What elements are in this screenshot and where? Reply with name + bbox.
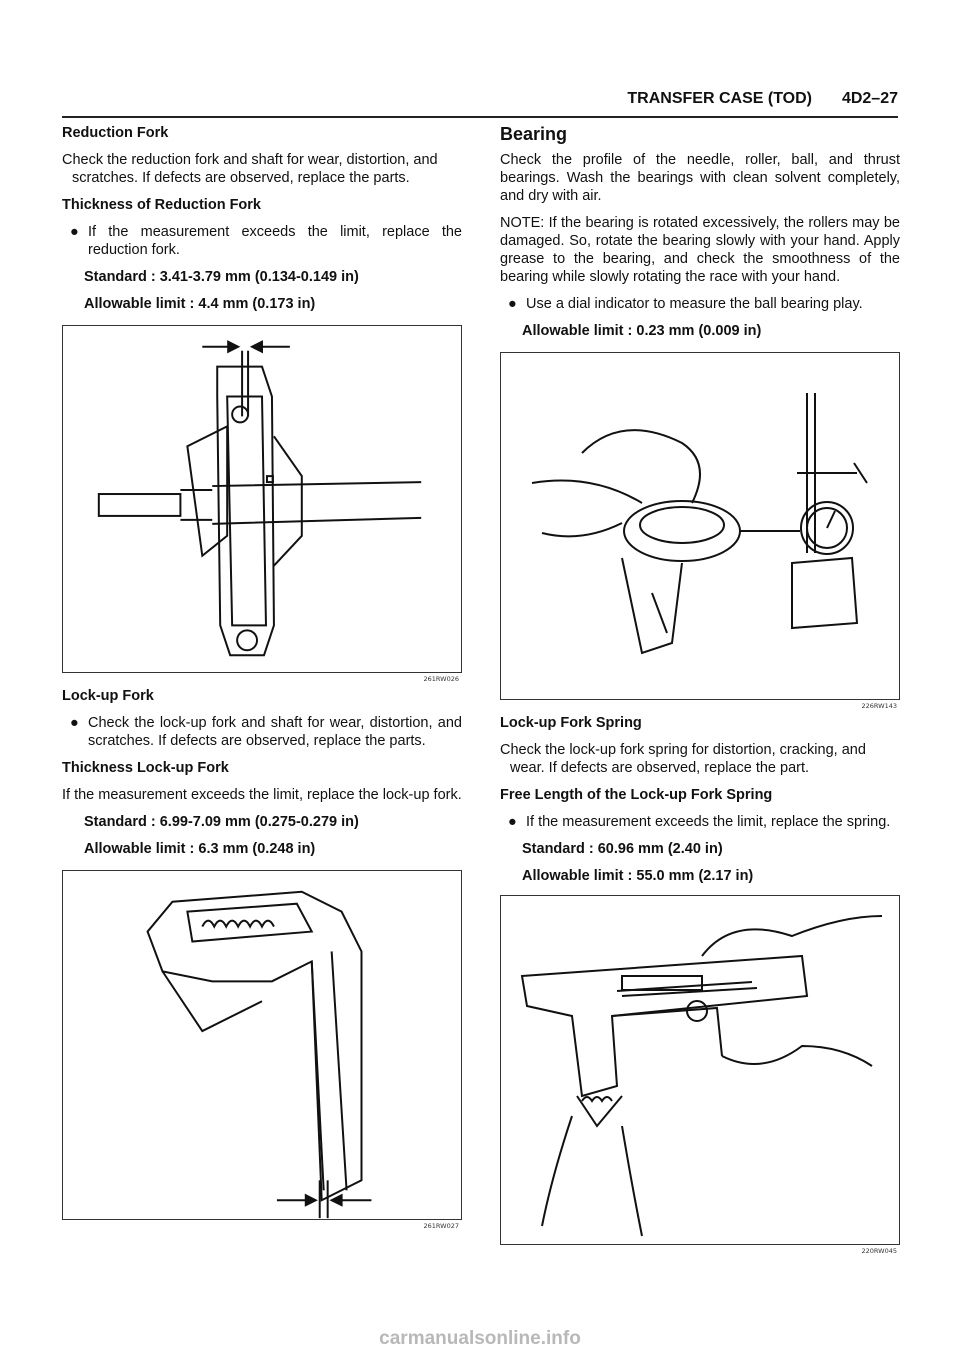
reduction-fork-text: Check the reduction fork and shaft for wear, distortion, and scratches. If defects are observed, replace the parts. <box>62 152 438 186</box>
bearing-dial-illustration <box>501 353 899 699</box>
reduction-limit: Allowable limit : 4.4 mm (0.173 in) <box>84 296 316 312</box>
free-length-bullet: ● If the measurement exceeds the limit, replace the spring. <box>508 814 891 830</box>
bearing-heading: Bearing <box>500 124 568 144</box>
bearing-bullet: ● Use a dial indicator to measure the ball bearing play. <box>508 296 863 312</box>
spring-text: Check the lock-up fork spring for distortion, cracking, and wear. If defects are observed, replace the part. <box>500 742 866 776</box>
right-column <box>500 124 900 1259</box>
figure-code: 261RW026 <box>423 675 459 683</box>
watermark: carmanualsonline.info <box>379 1328 581 1349</box>
bearing-text: Check the profile of the needle, roller, ball, and thrust bearings. Wash the bearings with clean solvent completely, and dry with air. <box>500 152 900 204</box>
thickness-reduction-bullet: ● If the measurement exceeds the limit, replace the reduction fork. <box>70 224 462 258</box>
left-column <box>62 124 462 1234</box>
lockup-standard: Standard : 6.99-7.09 mm (0.275-0.279 in) <box>84 814 359 830</box>
bullet-icon: ● <box>508 814 517 830</box>
lockup-fork-bullet: ● Check the lock-up fork and shaft for wear, distortion, and scratches. If defects are observed, replace the parts. <box>70 715 462 749</box>
figure-reduction-fork <box>62 325 462 683</box>
figure-spring-caliper <box>500 895 900 1255</box>
thickness-reduction-heading: Thickness of Reduction Fork <box>62 197 261 213</box>
page-header <box>62 86 898 118</box>
lockup-limit: Allowable limit : 6.3 mm (0.248 in) <box>84 841 316 857</box>
spring-caliper-illustration <box>501 896 899 1244</box>
lockup-fork-heading: Lock-up Fork <box>62 688 154 704</box>
reduction-standard: Standard : 3.41-3.79 mm (0.134-0.149 in) <box>84 269 359 285</box>
section-title: TRANSFER CASE (TOD) <box>627 90 812 107</box>
free-length-heading: Free Length of the Lock-up Fork Spring <box>500 787 773 803</box>
bullet-icon: ● <box>508 296 517 312</box>
thickness-lockup-heading: Thickness Lock-up Fork <box>62 760 229 776</box>
free-length-limit: Allowable limit : 55.0 mm (2.17 in) <box>522 868 754 884</box>
figure-code: 226RW143 <box>861 702 897 710</box>
figure-code: 220RW045 <box>861 1247 897 1255</box>
reduction-fork-heading: Reduction Fork <box>62 125 169 141</box>
free-length-standard: Standard : 60.96 mm (2.40 in) <box>522 841 723 857</box>
reduction-fork-illustration <box>63 326 461 672</box>
bullet-icon: ● <box>70 715 79 731</box>
bearing-limit: Allowable limit : 0.23 mm (0.009 in) <box>522 323 762 339</box>
figure-lockup-fork <box>62 870 462 1230</box>
bullet-icon: ● <box>70 224 79 240</box>
spring-heading: Lock-up Fork Spring <box>500 715 642 731</box>
page-number: 4D2–27 <box>841 90 898 107</box>
figure-code: 261RW027 <box>423 1222 459 1230</box>
lockup-fork-illustration <box>63 871 461 1219</box>
bearing-note: NOTE: If the bearing is rotated excessively, the rollers may be damaged. So, rotate the bearing slowly with your hand. Apply grease to the bearing, and check the smoothness of the bearing while slowly rotating the race with your hand. <box>500 215 900 285</box>
thickness-lockup-text: If the measurement exceeds the limit, replace the lock-up fork. <box>62 787 462 803</box>
figure-bearing-dial <box>500 352 900 710</box>
